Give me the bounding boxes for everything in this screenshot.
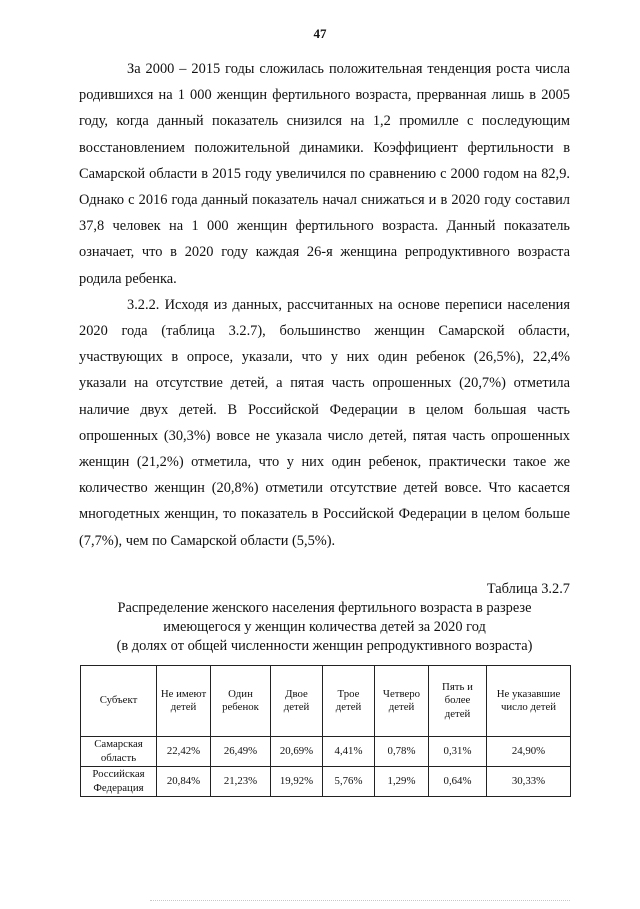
body-text: [79, 56, 570, 554]
header-not-specified: Не указавшие число детей: [487, 666, 571, 737]
table-cell: 20,84%: [157, 767, 211, 797]
table-cell: 0,64%: [429, 767, 487, 797]
table-caption-line: (в долях от общей численности женщин репродуктивного возраста): [116, 638, 533, 654]
table-cell: 21,23%: [211, 767, 271, 797]
table-cell: 1,29%: [375, 767, 429, 797]
paragraph-census-2020: 3.2.2. Исходя из данных, рассчитанных на основе переписи населения 2020 года (таблица 3.2.7), большинство женщин Самарской области, участвующих в опросе, указали, что у них один ребенок (26,5%), 22,4% указали на отсутствие детей, а пятая часть опрошенных (20,7%) отметила наличие двух детей. В Российской Федерации в целом большая часть опрошенных (30,3%) вовсе не указала число детей, пятая часть опрошенных женщин (21,2%) отметила, что у них один ребенок, практически такое же количество женщин (20,8%) отметили отсутствие детей вовсе. Что касается многодетных женщин, то показатель в Российской Федерации в целом больше (7,7%), чем по Самарской области (5,5%).: [79, 296, 570, 549]
children-distribution-table: [80, 665, 571, 797]
cell-subject: Самарская область: [81, 737, 157, 767]
header-two-children: Двое детей: [271, 666, 323, 737]
table-number: Таблица 3.2.7: [486, 581, 570, 597]
cell-subject: Российская Федерация: [81, 767, 157, 797]
header-four-children: Четверо детей: [375, 666, 429, 737]
table-cell: 26,49%: [211, 737, 271, 767]
table-cell: 20,69%: [271, 737, 323, 767]
scan-artifact-line: [150, 900, 570, 902]
table-cell: 5,76%: [323, 767, 375, 797]
table-cell: 19,92%: [271, 767, 323, 797]
table-row: [81, 767, 571, 797]
table-row: [81, 737, 571, 767]
table-cell: 22,42%: [157, 737, 211, 767]
header-no-children: Не имеют детей: [157, 666, 211, 737]
header-five-plus-children: Пять и более детей: [429, 666, 487, 737]
table-caption: [79, 599, 570, 656]
header-subject: Субъект: [81, 666, 157, 737]
table-caption-line: имеющегося у женщин количества детей за 2020 год: [163, 619, 486, 635]
table-cell: 0,31%: [429, 737, 487, 767]
table-header-row: [81, 666, 571, 737]
table-cell: 4,41%: [323, 737, 375, 767]
table-cell: 24,90%: [487, 737, 571, 767]
header-three-children: Трое детей: [323, 666, 375, 737]
table-cell: 30,33%: [487, 767, 571, 797]
page-number: 47: [313, 26, 327, 41]
header-one-child: Один ребенок: [211, 666, 271, 737]
table-caption-line: Распределение женского населения фертильного возраста в разрезе: [117, 600, 532, 616]
table-cell: 0,78%: [375, 737, 429, 767]
paragraph-fertility-trend: За 2000 – 2015 годы сложилась положительная тенденция роста числа родившихся на 1 000 женщин фертильного возраста, прерванная лишь в 2005 году, когда данный показатель снизился на 1,2 промилле с последующим восстановлением положительной динамики. Коэффициент фертильности в Самарской области в 2015 году увеличился по сравнению с 2000 годом на 82,9. Однако с 2016 года данный показатель начал снижаться и в 2020 году составил 37,8 человек на 1 000 женщин фертильного возраста. Данный показатель означает, что в 2020 году каждая 26-я женщина репродуктивного возраста родила ребенка.: [79, 61, 570, 287]
